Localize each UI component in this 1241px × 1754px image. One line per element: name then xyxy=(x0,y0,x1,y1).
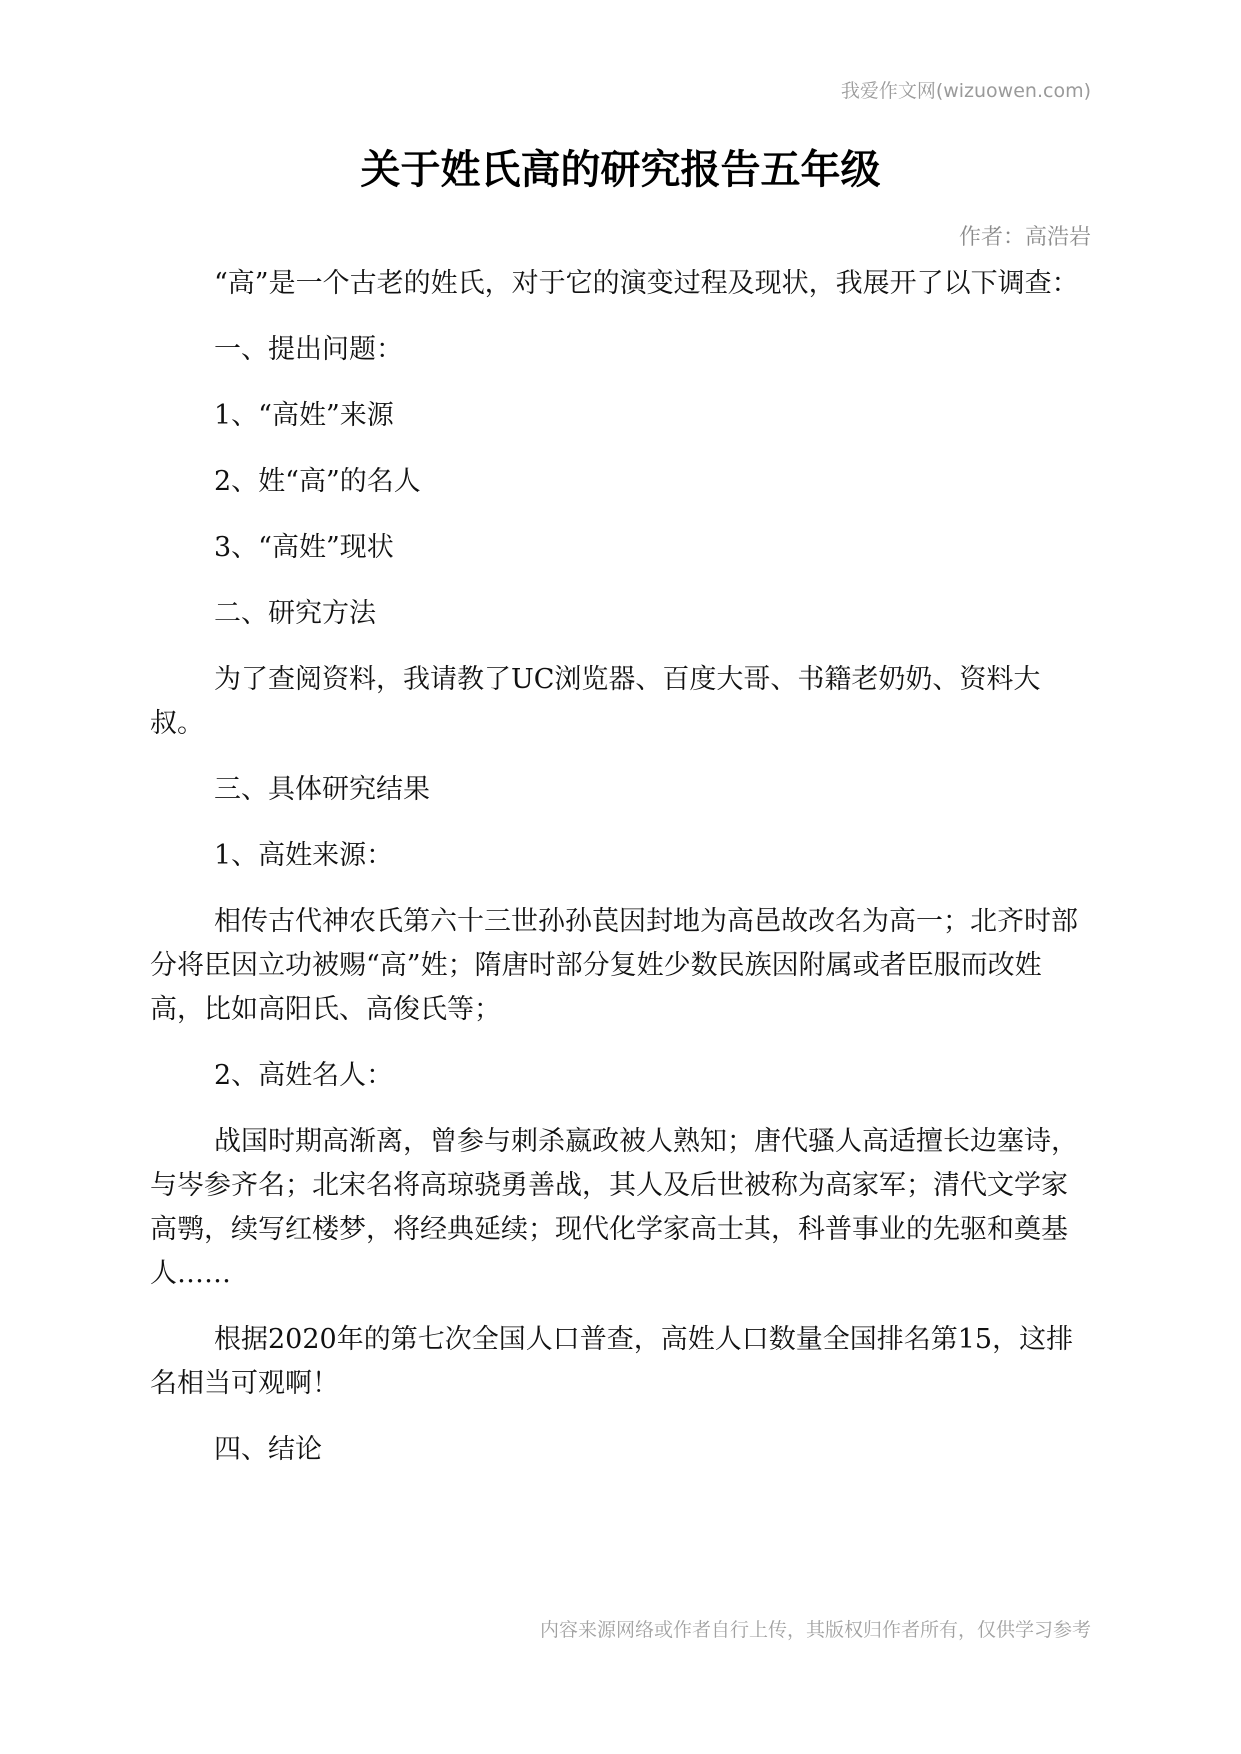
document-body xyxy=(150,262,1084,1494)
question-item-1: 1、“高姓”来源 xyxy=(214,400,394,431)
origin-paragraph: 相传古代神农氏第六十三世孙孙苠因封地为高邑故改名为高一；北齐时部分将臣因立功被赐“高”姓；隋唐时部分复姓少数民族因附属或者臣服而改姓高，比如高阳氏、高俊氏等； xyxy=(150,906,1078,1025)
result-heading-origin: 1、高姓来源： xyxy=(214,840,394,871)
methods-paragraph: 为了查阅资料，我请教了UC浏览器、百度大哥、书籍老奶奶、资料大叔。 xyxy=(150,664,1041,739)
result-heading-famous-people: 2、高姓名人： xyxy=(214,1060,394,1091)
famous-people-paragraph: 战国时期高渐离，曾参与刺杀嬴政被人熟知；唐代骚人高适擅长边塞诗，与岑参齐名；北宋名将高琼骁勇善战，其人及后世被称为高家军；清代文学家高鹗，续写红楼梦，将经典延续；现代化学家高士其，科普事业的先驱和奠基人…… xyxy=(150,1126,1078,1289)
section-heading-questions: 一、提出问题： xyxy=(214,334,403,365)
section-heading-results: 三、具体研究结果 xyxy=(214,774,430,805)
document-title: 关于姓氏高的研究报告五年级 xyxy=(360,147,881,193)
footer-note: 内容来源网络或作者自行上传，其版权归作者所有，仅供学习参考 xyxy=(539,1619,1091,1641)
section-heading-methods: 二、研究方法 xyxy=(214,598,376,629)
section-heading-conclusion: 四、结论 xyxy=(214,1434,322,1465)
census-paragraph: 根据2020年的第七次全国人口普查，高姓人口数量全国排名第15，这排名相当可观啊！ xyxy=(150,1324,1074,1399)
author-line: 作者：高浩岩 xyxy=(958,225,1091,250)
site-header: 我爱作文网(wizuowen.com) xyxy=(840,80,1091,102)
question-item-3: 3、“高姓”现状 xyxy=(214,532,394,563)
intro-paragraph: “高”是一个古老的姓氏，对于它的演变过程及现状，我展开了以下调查： xyxy=(214,268,1079,299)
question-item-2: 2、姓“高”的名人 xyxy=(214,466,421,497)
